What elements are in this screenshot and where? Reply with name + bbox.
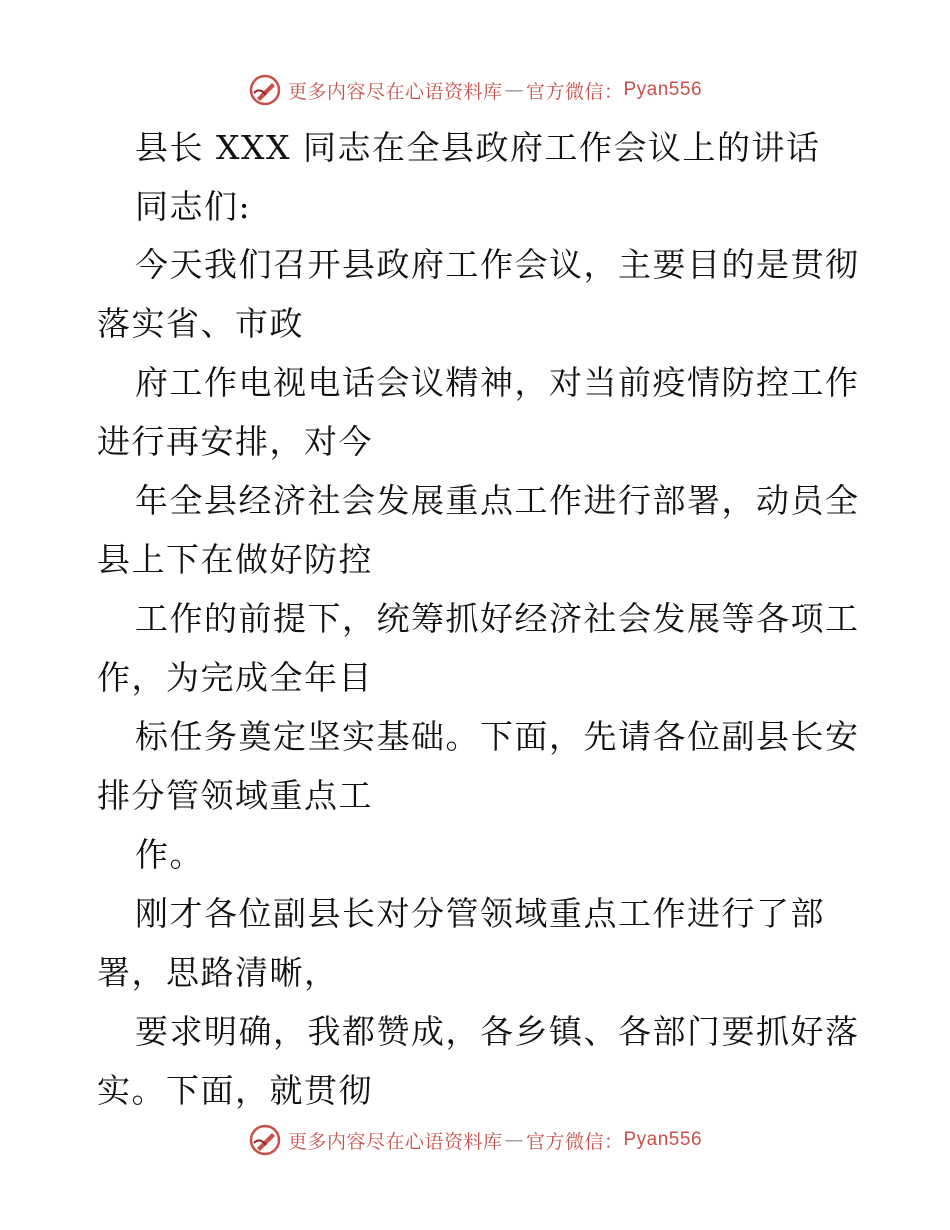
document-title: 县长 XXX 同志在全县政府工作会议上的讲话 [135,128,821,167]
paragraph-line: 作，为完成全年目 [97,658,373,697]
paragraph-line: 实。下面，就贯彻 [97,1071,373,1110]
watermark-dash: — [504,79,524,101]
watermark-text: 更多内容尽在心语资料库 [287,1130,503,1153]
paragraph-line: 标任务奠定坚实基础。下面，先请各位副县长安 [135,717,860,756]
wechat-label: 官方微信： [525,80,624,103]
wechat-id: Pyan556 [623,79,703,100]
salutation: 同志们: [135,187,252,226]
wechat-label: 官方微信： [525,1130,624,1153]
paragraph-line: 进行再安排，对今 [97,422,373,461]
pen-logo-icon [248,73,282,107]
pen-logo-icon [248,1123,282,1157]
paragraph-line: 要求明确，我都赞成，各乡镇、各部门要抓好落 [135,1012,860,1051]
watermark-footer [0,1120,950,1160]
wechat-id: Pyan556 [623,1129,703,1150]
paragraph-line: 落实省、市政 [97,304,304,343]
paragraph-line: 署，思路清晰， [97,953,339,992]
paragraph-line: 年全县经济社会发展重点工作进行部署，动员全 [135,481,860,520]
watermark-dash: — [504,1129,524,1151]
paragraph-line: 今天我们召开县政府工作会议，主要目的是贯彻 [135,245,860,284]
paragraph-line: 府工作电视电话会议精神，对当前疫情防控工作 [135,363,860,402]
paragraph-line: 工作的前提下，统筹抓好经济社会发展等各项工 [135,599,860,638]
watermark-text: 更多内容尽在心语资料库 [287,80,503,103]
watermark-header [0,70,950,110]
paragraph-line: 排分管领域重点工 [97,776,373,815]
paragraph-line: 刚才各位副县长对分管领域重点工作进行了部 [135,894,825,933]
paragraph-line: 县上下在做好防控 [97,540,373,579]
paragraph-line: 作。 [135,835,204,874]
